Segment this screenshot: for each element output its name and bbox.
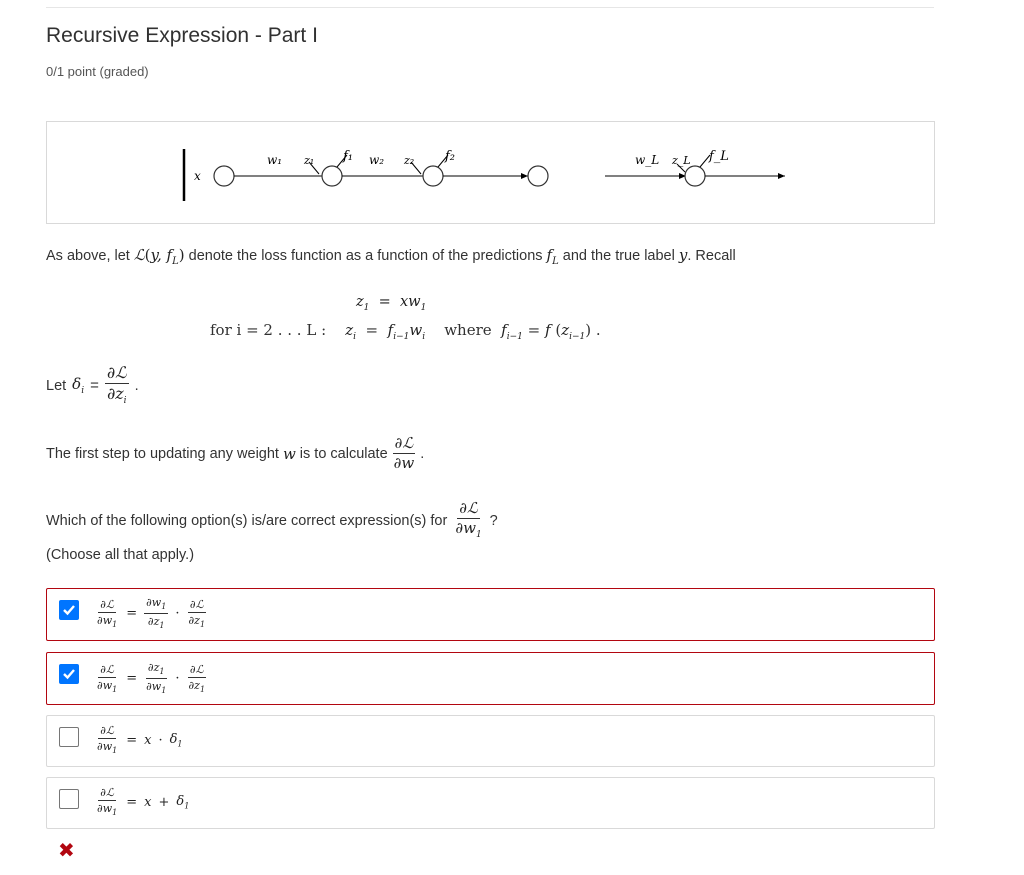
points-label: 0/1 point (graded) — [46, 64, 149, 79]
figure-label-fL: f_L — [709, 149, 729, 164]
incorrect-x-icon: ✖ — [58, 840, 75, 862]
intro-end: . Recall — [687, 248, 736, 264]
network-figure — [46, 121, 935, 224]
option-2-checkbox[interactable] — [59, 664, 79, 684]
node-3 — [528, 166, 548, 186]
figure-label-f2: f₂ — [445, 149, 456, 164]
option-2-expression: $\frac{\text{∂ℒ}}{\partial w_1}$ = $\frac{\partial z_1}{\partial w_1}$ · $\frac{\text{∂ℒ}}{\partial z_1}$ — [97, 661, 206, 696]
top-divider — [46, 7, 934, 8]
let-prefix: Let — [46, 377, 67, 394]
option-1[interactable] — [46, 588, 935, 641]
option-3[interactable] — [46, 715, 935, 767]
equation-where-label: where — [444, 321, 492, 339]
loss-function-expr: ℒ(y, $f_L$) — [133, 246, 185, 267]
node-input — [214, 166, 234, 186]
figure-label-w1: w₁ — [267, 153, 283, 167]
figure-label-x: x — [194, 169, 201, 183]
intro-mid2: and the true label — [562, 248, 675, 264]
question-text: Which of the following option(s) is/are correct expression(s) for — [46, 512, 448, 529]
figure-label-z2: z₂ — [404, 154, 415, 167]
first-step-text: The first step to updating any weight — [46, 445, 279, 462]
delta-definition: Let $\delta_i$ = $\frac{\text{∂ℒ}}{\partial z_i}$ . — [46, 363, 139, 407]
first-step-mid: is to calculate — [299, 445, 388, 462]
option-4[interactable] — [46, 777, 935, 829]
choose-instruction: (Choose all that apply.) — [46, 547, 195, 563]
figure-label-zL: z_L — [672, 154, 691, 167]
option-4-checkbox[interactable] — [59, 789, 79, 809]
option-4-expression: $\frac{\text{∂ℒ}}{\partial w_1}$ = x + $\delta_1$ — [97, 786, 190, 818]
equation-recursive: for i = 2 . . . L : $z_i = f_{i-1}w_i$ where $f_{i-1} = f$ $(z_{i-1})$ . — [210, 321, 601, 342]
intro-prefix: As above, let — [46, 248, 130, 264]
figure-label-w2: w₂ — [369, 153, 385, 167]
option-1-expression: $\frac{\text{∂ℒ}}{\partial w_1}$ = $\frac{\partial w_1}{\partial z_1}$ · $\frac{\text{∂ℒ}}{\partial z_1}$ — [97, 596, 206, 631]
node-2 — [423, 166, 443, 186]
node-L — [685, 166, 705, 186]
figure-label-wL: w_L — [635, 153, 660, 167]
first-step-paragraph: The first step to updating any weight w is to calculate $\frac{\text{∂ℒ}}{\partial w}$ . — [46, 434, 425, 472]
problem-title: Recursive Expression - Part I — [46, 24, 318, 47]
option-2[interactable] — [46, 652, 935, 705]
option-3-checkbox[interactable] — [59, 727, 79, 747]
option-3-expression: $\frac{\text{∂ℒ}}{\partial w_1}$ = x · $\delta_1$ — [97, 724, 183, 756]
node-1 — [322, 166, 342, 186]
figure-label-f1: f₁ — [343, 149, 354, 164]
intro-paragraph: As above, let ℒ(y, $f_L$) denote the loss function as a function of the predictions $f_L$ and the true label y. Recall — [46, 246, 736, 267]
option-1-checkbox[interactable] — [59, 600, 79, 620]
equation-z1: $z_1 = xw_1$ — [356, 294, 427, 313]
intro-mid: denote the loss function as a function of the predictions — [188, 248, 543, 264]
checkmark-icon — [61, 602, 77, 618]
figure-label-z1: z₁ — [304, 154, 315, 167]
question-paragraph: Which of the following option(s) is/are correct expression(s) for $\frac{\text{∂ℒ}}{\partial w_1}$ ? — [46, 499, 498, 540]
checkmark-icon — [61, 666, 77, 682]
network-diagram — [47, 122, 934, 223]
equation-for-label: for i = 2 . . . L : — [210, 321, 327, 339]
